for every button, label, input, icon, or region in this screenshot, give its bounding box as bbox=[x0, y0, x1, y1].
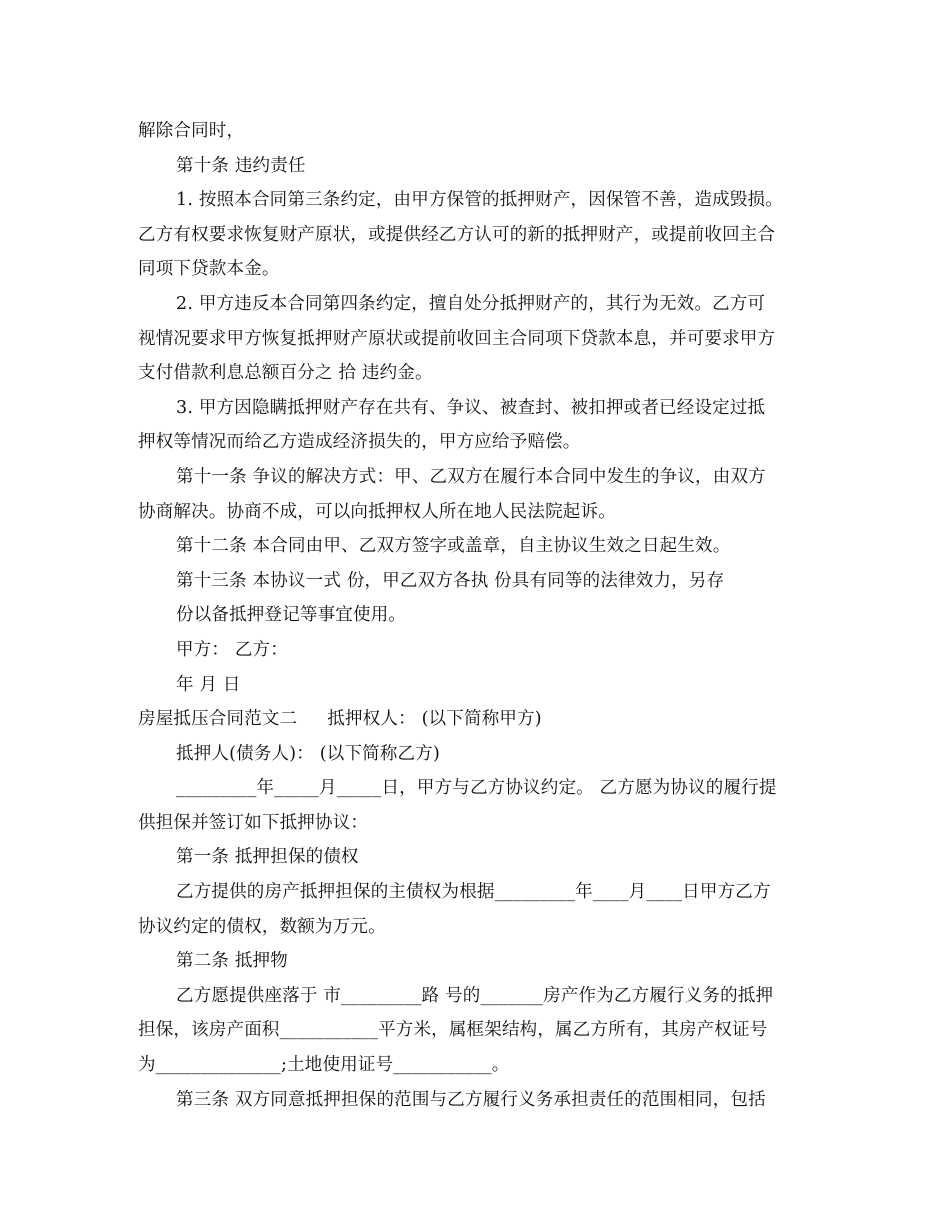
text-line: 同项下贷款本金。 bbox=[138, 259, 280, 280]
text-line: 支付借款利息总额百分之 拾 违约金。 bbox=[138, 363, 433, 384]
article-heading: 第十三条 本协议一式 份，甲乙双方各执 份具有同等的法律效力，另存 bbox=[176, 570, 725, 591]
article-heading: 第三条 双方同意抵押担保的范围与乙方履行义务承担责任的范围相同，包括 bbox=[176, 1089, 766, 1110]
text-line: 乙方愿提供座落于 市_________路 号的_______房产作为乙方履行义务的抵押 bbox=[176, 985, 774, 1006]
text-line: 乙方提供的房产抵押担保的主债权为根据_________年____月____日甲方乙方 bbox=[176, 882, 771, 903]
section-title-line bbox=[138, 702, 812, 737]
text-line: 押权等情况而给乙方造成经济损失的，甲方应给予赔偿。 bbox=[138, 432, 581, 453]
mortgagor-label: 抵押人(债务人)： (以下简称乙方) bbox=[176, 743, 440, 764]
article-heading: 第二条 抵押物 bbox=[176, 951, 288, 972]
article-heading: 第十二条 本合同由甲、乙双方签字或盖章，自主协议生效之日起生效。 bbox=[176, 536, 731, 557]
article-heading: 第一条 抵押担保的债权 bbox=[176, 847, 359, 868]
text-line: 份以备抵押登记等事宜使用。 bbox=[176, 605, 407, 626]
text-line: 2. 甲方违反本合同第四条约定，擅自处分抵押财产的，其行为无效。乙方可 bbox=[176, 293, 766, 314]
text-line: _________年_____月_____日，甲方与乙方协议约定。 乙方愿为协议的履行提 bbox=[176, 778, 777, 799]
text-line: 解除合同时， bbox=[138, 121, 245, 141]
mortgagee-label: 抵押权人： (以下简称甲方) bbox=[327, 709, 542, 730]
text-line: 供担保并签订如下抵押协议： bbox=[138, 812, 369, 833]
text-line: 为______________;土地使用证号___________。 bbox=[138, 1055, 510, 1076]
article-heading: 第十条 违约责任 bbox=[176, 155, 306, 176]
text-line: 1. 按照本合同第三条约定，由甲方保管的抵押财产，因保管不善，造成毁损。 bbox=[176, 190, 783, 211]
date-line: 年 月 日 bbox=[176, 674, 241, 695]
text-line: 乙方有权要求恢复财产原状，或提供经乙方认可的新的抵押财产，或提前收回主合 bbox=[138, 224, 776, 245]
text-line: 视情况要求甲方恢复抵押财产原状或提前收回主合同项下贷款本息，并可要求甲方 bbox=[138, 328, 776, 349]
signature-line: 甲方： 乙方： bbox=[176, 639, 288, 660]
text-line: 协议约定的债权，数额为万元。 bbox=[138, 916, 386, 937]
text-line: 担保，该房产面积___________平方米，属框架结构，属乙方所有，其房产权证号 bbox=[138, 1020, 768, 1041]
text-line: 协商解决。协商不成，可以向抵押权人所在地人民法院起诉。 bbox=[138, 501, 616, 522]
section-title: 房屋抵压合同范文二 bbox=[138, 709, 298, 730]
article-heading: 第十一条 争议的解决方式：甲、乙双方在履行本合同中发生的争议，由双方 bbox=[176, 466, 766, 487]
text-line: 3. 甲方因隐瞒抵押财产存在共有、争议、被查封、被扣押或者已经设定过抵 bbox=[176, 397, 766, 418]
